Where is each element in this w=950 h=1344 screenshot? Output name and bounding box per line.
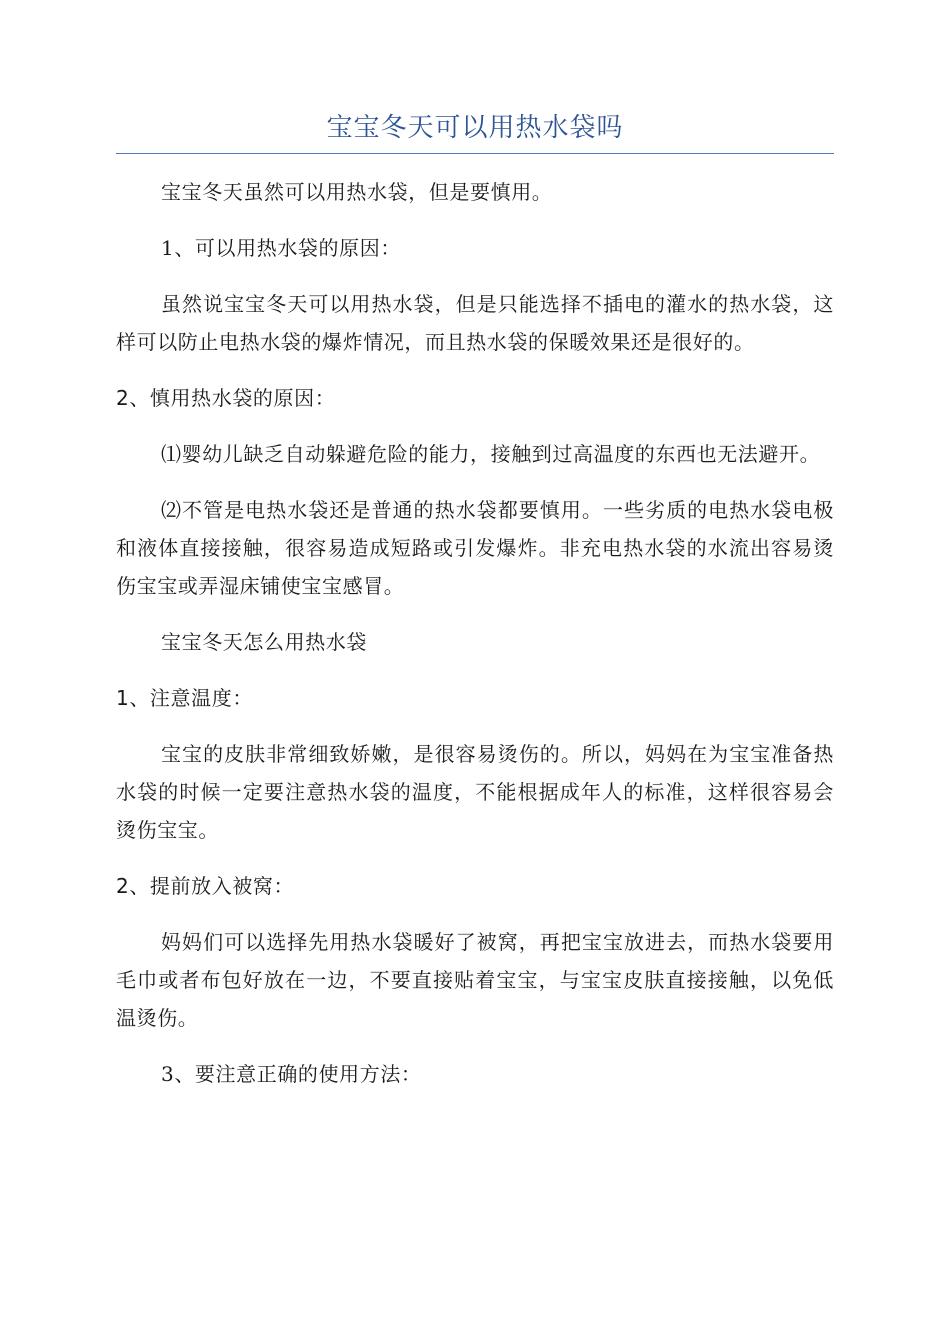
spacer — [116, 267, 834, 285]
heading-how-to-use: 宝宝冬天怎么用热水袋 — [161, 630, 367, 654]
heading-prewarm-bed: 2、提前放入被窝： — [116, 874, 295, 898]
paragraph-caution-1: ⑴婴幼儿缺乏自动躲避危险的能力，接触到过高温度的东西也无法避开。 — [161, 442, 821, 466]
spacer — [116, 361, 834, 379]
paragraph-caution-2: ⑵不管是电热水袋还是普通的热水袋都要慎用。一些劣质的电热水袋电极和液体直接接触，很容易造成短路或引发爆炸。非充电热水袋的水流出容易烫伤宝宝或弄湿床铺使宝宝感冒。 — [116, 498, 834, 598]
spacer — [116, 473, 834, 491]
spacer — [116, 211, 834, 229]
heading-temperature: 1、注意温度： — [116, 686, 253, 710]
paragraph-intro: 宝宝冬天虽然可以用热水袋，但是要慎用。 — [161, 180, 553, 204]
heading-correct-usage: 3、要注意正确的使用方法： — [161, 1062, 422, 1086]
paragraph-temperature: 宝宝的皮肤非常细致娇嫩，是很容易烫伤的。所以，妈妈在为宝宝准备热水袋的时候一定要注意热水袋的温度，不能根据成年人的标准，这样很容易会烫伤宝宝。 — [116, 742, 834, 842]
spacer — [116, 849, 834, 867]
spacer — [116, 717, 834, 735]
spacer — [116, 605, 834, 623]
document-title: 宝宝冬天可以用热水袋吗 — [326, 113, 624, 143]
title-underline — [116, 153, 834, 154]
paragraph-reason-can-use: 虽然说宝宝冬天可以用热水袋，但是只能选择不插电的灌水的热水袋，这样可以防止电热水袋的爆炸情况，而且热水袋的保暖效果还是很好的。 — [116, 292, 834, 354]
heading-reason-caution: 2、慎用热水袋的原因： — [116, 386, 336, 410]
spacer — [116, 905, 834, 923]
spacer — [116, 417, 834, 435]
paragraph-prewarm-bed: 妈妈们可以选择先用热水袋暖好了被窝，再把宝宝放进去，而热水袋要用毛巾或者布包好放在一边，不要直接贴着宝宝，与宝宝皮肤直接接触，以免低温烫伤。 — [116, 930, 834, 1030]
document-body — [116, 173, 834, 1093]
spacer — [116, 661, 834, 679]
heading-reason-can-use: 1、可以用热水袋的原因： — [161, 236, 401, 260]
spacer — [116, 1037, 834, 1055]
